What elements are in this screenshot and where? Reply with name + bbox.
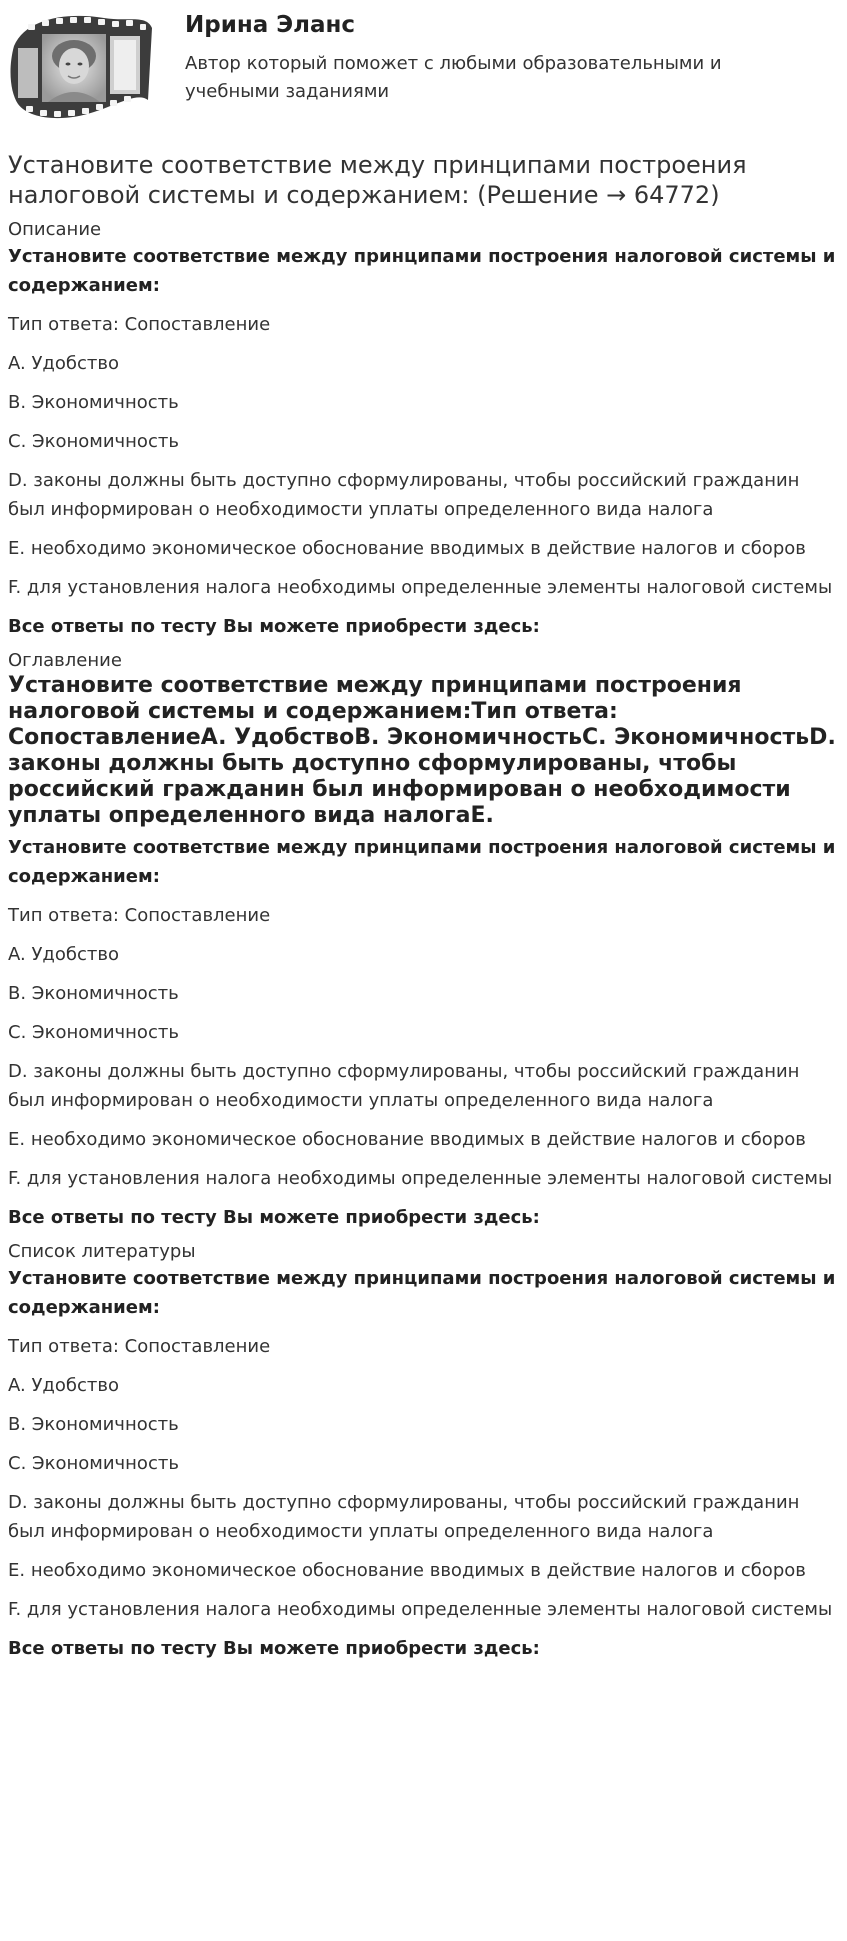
option-c: C. Экономичность	[8, 431, 179, 452]
author-description: Автор который поможет с любыми образовательными и учебными заданиями	[185, 53, 722, 102]
section-label-toc: Оглавление	[8, 650, 122, 671]
toc-heading: Установите соответствие между принципами построения налоговой системы и содержанием:Тип ответа: СопоставлениеA. УдобствоB. ЭкономичностьC. ЭкономичностьD. законы должны быть доступно сформулированы, чтобы российский гражданин был информирован о необходимости уплаты определенного вида налогаE.	[8, 673, 836, 828]
option-a: A. Удобство	[8, 353, 119, 374]
references-section	[8, 1240, 838, 1663]
option-f: F. для установления налога необходимы определенные элементы налоговой системы	[8, 577, 833, 598]
question-text: Установите соответствие между принципами построения налоговой системы и содержанием:	[8, 837, 836, 887]
option-a: A. Удобство	[8, 944, 119, 965]
main-content	[8, 150, 838, 1671]
option-d: D. законы должны быть доступно сформулированы, чтобы российский гражданин был информирован о необходимости уплаты определенного вида налога	[8, 1061, 800, 1111]
answer-type: Тип ответа: Сопоставление	[8, 905, 271, 926]
option-d: D. законы должны быть доступно сформулированы, чтобы российский гражданин был информирован о необходимости уплаты определенного вида налога	[8, 470, 800, 520]
description-section	[8, 218, 838, 641]
section-label-description: Описание	[8, 219, 102, 240]
section-label-references: Список литературы	[8, 1241, 196, 1262]
option-f: F. для установления налога необходимы определенные элементы налоговой системы	[8, 1599, 833, 1620]
option-b: B. Экономичность	[8, 983, 179, 1004]
option-e: E. необходимо экономическое обоснование вводимых в действие налогов и сборов	[8, 1129, 806, 1150]
buy-answers-link[interactable]: Все ответы по тесту Вы можете приобрести здесь:	[8, 1207, 540, 1228]
author-name: Ирина Эланс	[185, 12, 356, 38]
option-c: C. Экономичность	[8, 1022, 179, 1043]
option-f: F. для установления налога необходимы определенные элементы налоговой системы	[8, 1168, 833, 1189]
buy-answers-link[interactable]: Все ответы по тесту Вы можете приобрести здесь:	[8, 1638, 540, 1659]
option-e: E. необходимо экономическое обоснование вводимых в действие налогов и сборов	[8, 1560, 806, 1581]
option-b: B. Экономичность	[8, 1414, 179, 1435]
page-title: Установите соответствие между принципами построения налоговой системы и содержанием: (Решение → 64772)	[8, 151, 747, 209]
option-d: D. законы должны быть доступно сформулированы, чтобы российский гражданин был информирован о необходимости уплаты определенного вида налога	[8, 1492, 800, 1542]
buy-answers-link[interactable]: Все ответы по тесту Вы можете приобрести здесь:	[8, 616, 540, 637]
answer-type: Тип ответа: Сопоставление	[8, 314, 271, 335]
answer-type: Тип ответа: Сопоставление	[8, 1336, 271, 1357]
option-c: C. Экономичность	[8, 1453, 179, 1474]
question-text: Установите соответствие между принципами построения налоговой системы и содержанием:	[8, 1268, 836, 1318]
option-e: E. необходимо экономическое обоснование вводимых в действие налогов и сборов	[8, 538, 806, 559]
author-header	[0, 0, 847, 145]
option-b: B. Экономичность	[8, 392, 179, 413]
toc-section	[8, 649, 838, 1232]
author-avatar-icon	[8, 8, 156, 126]
question-text: Установите соответствие между принципами построения налоговой системы и содержанием:	[8, 246, 836, 296]
option-a: A. Удобство	[8, 1375, 119, 1396]
